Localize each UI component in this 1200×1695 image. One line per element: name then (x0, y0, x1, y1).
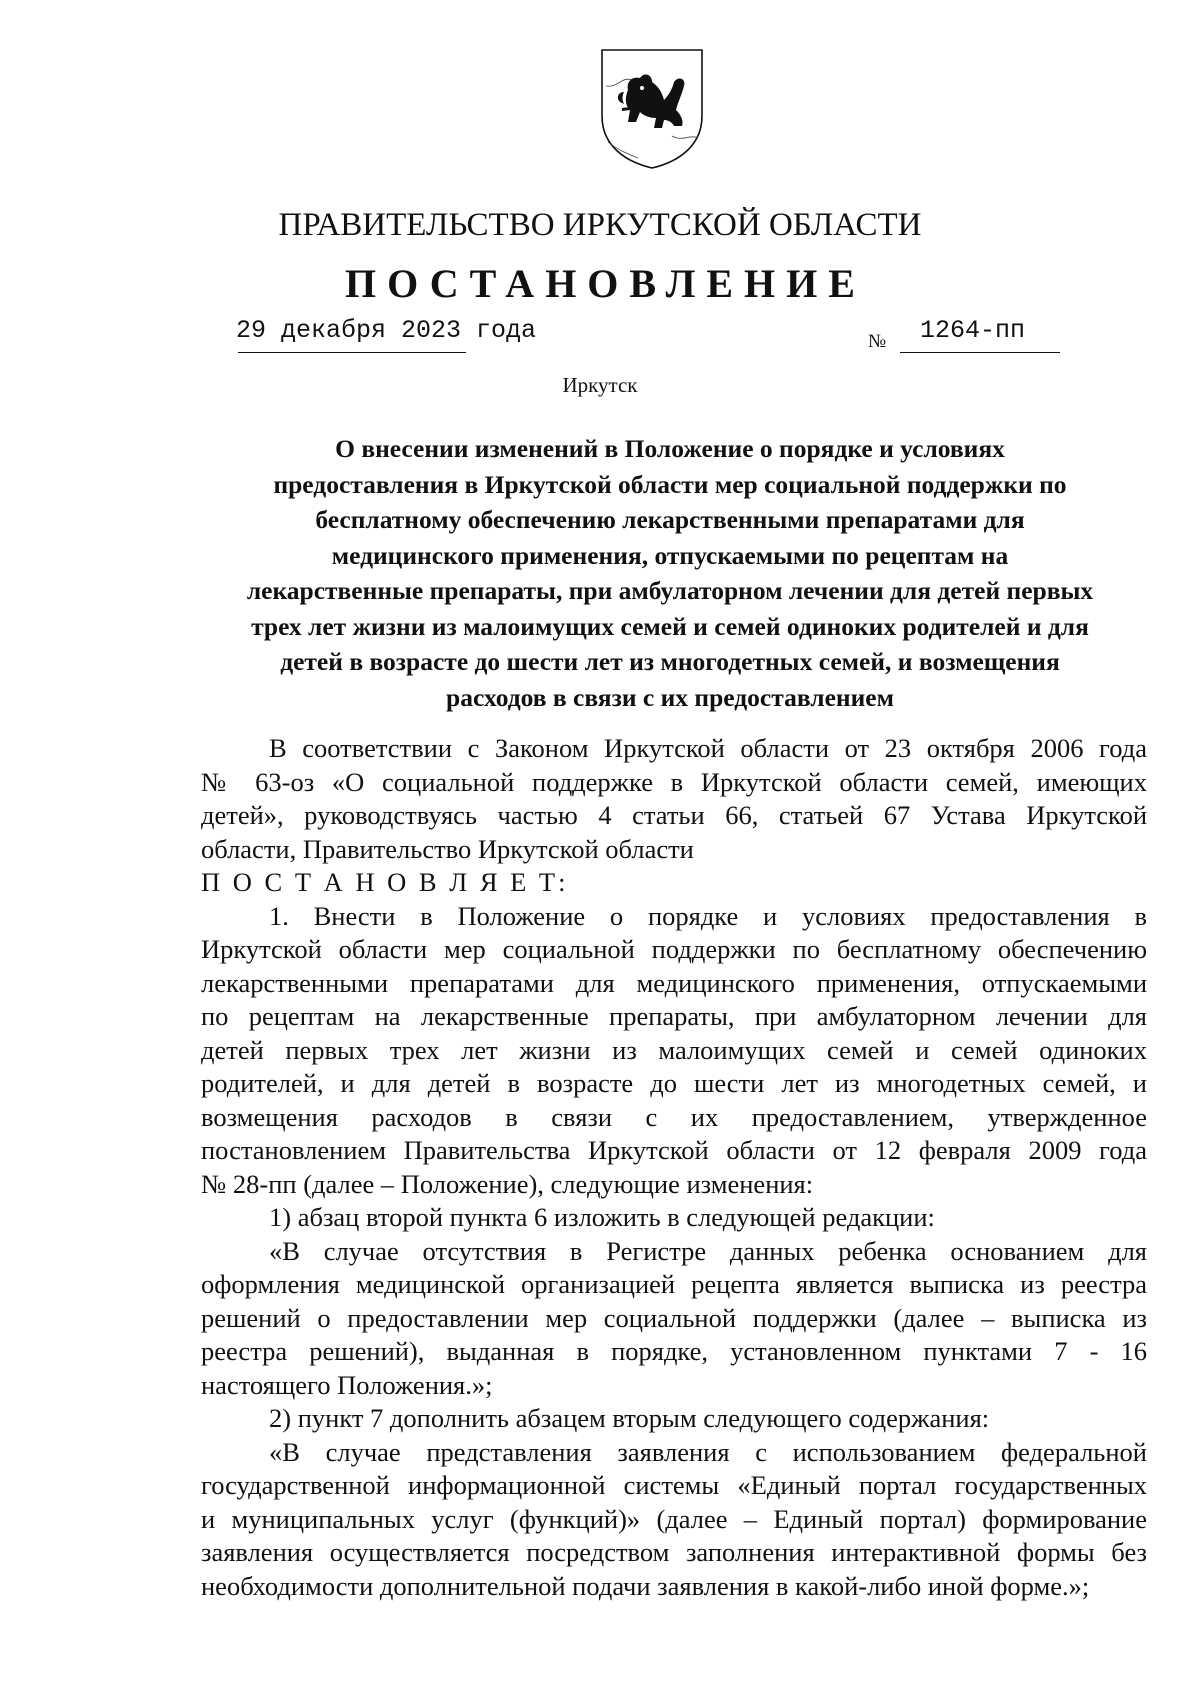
heading-line: бесплатному обеспечению лекарственными препаратами для (315, 505, 1025, 534)
body-line: «В случае отсутствия в Регистре данных ребенка основанием для (269, 1235, 1147, 1266)
body-line: постановлением Правительства Иркутской области от 12 февраля 2009 года (201, 1135, 1147, 1165)
body-line: оформления медицинской организацией рецепта является выписка из реестра (201, 1269, 1147, 1299)
body-line: по рецептам на лекарственные препараты, при амбулаторном лечении для (201, 1001, 1147, 1031)
body-line: В соответствии с Законом Иркутской области от 23 октября 2006 года (269, 733, 1147, 763)
document-date: 29 декабря 2023 года (236, 316, 537, 345)
document-heading (190, 431, 1150, 715)
body-line: № 28-пп (далее – Положение), следующие изменения: (201, 1168, 814, 1199)
body-line: 2) пункт 7 дополнить абзацем вторым следующего содержания: (269, 1403, 990, 1433)
irkutsk-coat-of-arms-icon (598, 46, 706, 172)
body-line: № 63-оз «О социальной поддержке в Иркутской области семей, имеющих (201, 766, 1147, 797)
body-line: области, Правительство Иркутской области (201, 833, 694, 864)
heading-line: медицинского применения, отпускаемыми по рецептам на (331, 540, 1009, 570)
body-line: государственной информационной системы «Единый портал государственных (201, 1470, 1147, 1500)
heading-line: расходов в связи с их предоставлением (446, 682, 894, 712)
heading-line: трех лет жизни из малоимущих семей и семей одиноких родителей и для (251, 611, 1089, 641)
body-line: детей первых трех лет жизни из малоимущих семей и семей одиноких (201, 1034, 1147, 1065)
body-line: решений о предоставлении мер социальной поддержки (далее – выписка из (201, 1302, 1147, 1333)
body-line: Иркутской области мер социальной поддержки по бесплатному обеспечению (201, 934, 1147, 964)
heading-line: О внесении изменений в Положение о порядке и условиях (335, 434, 1005, 463)
body-line: необходимости дополнительной подачи заявления в какой-либо иной форме.»; (201, 1570, 1090, 1601)
document-body (201, 732, 1147, 1603)
body-line: «В случае представления заявления с использованием федеральной (269, 1436, 1147, 1467)
body-line: настоящего Положения.»; (201, 1369, 493, 1400)
resolves-label: П О С Т А Н О В Л Я Е Т: (201, 867, 569, 897)
body-line: 1) абзац второй пункта 6 изложить в следующей редакции: (269, 1202, 935, 1232)
body-line: возмещения расходов в связи с их предоставлением, утвержденное (201, 1101, 1147, 1132)
city: Иркутск (562, 373, 638, 397)
body-line: лекарственными препаратами для медицинского применения, отпускаемыми (201, 967, 1147, 998)
body-line: заявления осуществляется посредством заполнения интерактивной формы без (201, 1537, 1147, 1567)
document-number: 1264-пп (920, 316, 1026, 345)
heading-line: детей в возрасте до шести лет из многодетных семей, и возмещения (280, 647, 1060, 676)
body-line: детей», руководствуясь частью 4 статьи 66, статьей 67 Устава Иркутской (201, 800, 1147, 830)
number-sign: № (868, 331, 887, 352)
body-line: реестра решений), выданная в порядке, установленном пунктами 7 - 16 (201, 1336, 1147, 1366)
heading-line: лекарственные препараты, при амбулаторном лечении для детей первых (246, 576, 1094, 605)
document-type: ПОСТАНОВЛЕНИЕ (345, 261, 866, 306)
body-line: 1. Внести в Положение о порядке и условиях предоставления в (269, 900, 1147, 931)
heading-line: предоставления в Иркутской области мер социальной поддержки по (273, 469, 1067, 499)
body-line: и муниципальных услуг (функций)» (далее – Единый портал) формирование (201, 1503, 1147, 1534)
government-title: ПРАВИТЕЛЬСТВО ИРКУТСКОЙ ОБЛАСТИ (278, 207, 922, 243)
body-line: родителей, и для детей в возрасте до шести лет из многодетных семей, и (201, 1068, 1147, 1098)
